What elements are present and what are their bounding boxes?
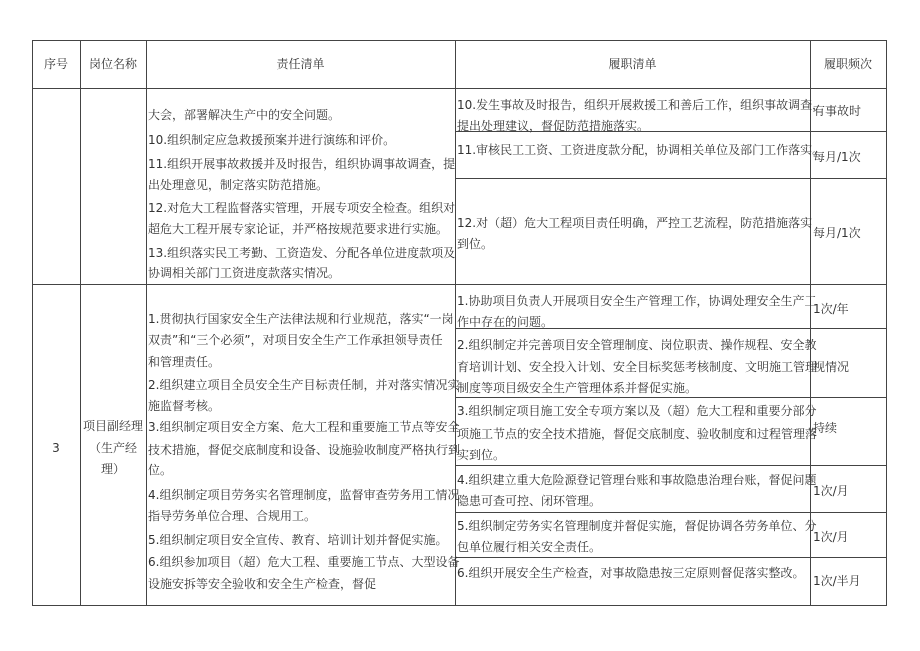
header-frequency: 履职频次 (823, 57, 872, 71)
frequency-text: 每月/1次 (813, 226, 861, 240)
performance-text: 项施工节点的安全技术措施，督促交底制度、验收制度和过程管理落 (457, 427, 818, 441)
performance-text: 提出处理建议，督促防范措施落实。 (457, 119, 650, 133)
responsibility-text: 1.贯彻执行国家安全生产法律法规和行业规范，落实“一岗 (148, 312, 454, 326)
header-responsibility: 责任清单 (276, 57, 325, 71)
grid-line (32, 88, 887, 89)
responsibility-text: 位。 (148, 463, 173, 477)
grid-line (455, 397, 887, 398)
performance-text: 育培训计划、安全投入计划、安全目标奖惩考核制度、文明施工管理 (457, 360, 818, 374)
grid-line (455, 557, 887, 558)
performance-text: 4.组织建立重大危险源登记管理台账和事故隐患治理台账，督促问题 (457, 473, 817, 487)
header-performance: 履职清单 (608, 57, 657, 71)
responsibility-text: 11.组织开展事故救援并及时报告，组织协调事故调查，提 (148, 157, 456, 171)
performance-text: 1.协助项目负责人开展项目安全生产管理工作，协调处理安全生产工 (457, 294, 817, 308)
grid-line (32, 605, 887, 606)
performance-text: 10.发生事故及时报告，组织开展救援工和善后工作，组织事故调查， (457, 98, 825, 112)
performance-text: 包单位履行相关安全责任。 (457, 540, 602, 554)
performance-text: 作中存在的问题。 (457, 315, 554, 329)
responsibility-text: 技术措施，督促交底制度和设备、设施验收制度严格执行到 (148, 443, 461, 457)
performance-text: 3.组织制定项目施工安全专项方案以及（超）危大工程和重要分部分 (457, 404, 817, 418)
grid-line (32, 284, 887, 285)
frequency-text: 每月/1次 (813, 150, 861, 164)
row-seq: 3 (52, 441, 60, 455)
frequency-text: 1次/半月 (813, 574, 861, 588)
responsibility-text: 超危大工程开展专家论证，并严格按规范要求进行实施。 (148, 222, 449, 236)
performance-text: 隐患可查可控、闭环管理。 (457, 494, 602, 508)
responsibility-text: 6.组织参加项目（超）危大工程、重要施工节点、大型设备 (148, 555, 460, 569)
responsibility-text: 5.组织制定项目安全宣传、教育、培训计划并督促实施。 (148, 533, 448, 547)
post-name: 项目副经理 (82, 419, 143, 433)
responsibility-text: 施监督考核。 (148, 399, 221, 413)
grid-line (146, 40, 147, 605)
responsibility-text: 指导劳务单位合理、合规用工。 (148, 509, 317, 523)
frequency-text: 1次/月 (813, 484, 849, 498)
responsibility-text: 协调相关部门工资进度款落实情况。 (148, 266, 341, 280)
performance-text: 实到位。 (457, 448, 506, 462)
grid-line (455, 512, 887, 513)
post-name: 理） (100, 462, 125, 476)
performance-text: 2.组织制定并完善项目安全管理制度、岗位职责、操作规程、安全教 (457, 338, 817, 352)
responsibility-text: 12.对危大工程监督落实管理，开展专项安全检查。组织对 (148, 201, 456, 215)
frequency-text: 有事故时 (813, 104, 862, 118)
responsibility-text: 3.组织制定项目安全方案、危大工程和重要施工节点等安全 (148, 420, 460, 434)
post-name: （生产经 (88, 441, 137, 455)
performance-text: 11.审核民工工资、工资进度款分配，协调相关单位及部门工作落实。 (457, 143, 825, 157)
performance-text: 6.组织开展安全生产检查，对事故隐患按三定原则督促落实整改。 (457, 566, 805, 580)
grid-line (455, 465, 887, 466)
frequency-text: 持续 (813, 421, 838, 435)
responsibility-text: 和管理责任。 (148, 355, 221, 369)
responsibility-text: 大会，部署解决生产中的安全问题。 (148, 108, 341, 122)
responsibility-text: 4.组织制定项目劳务实名管理制度，监督审查劳务用工情况 (148, 488, 460, 502)
header-seq: 序号 (43, 57, 68, 71)
performance-text: 5.组织制定劳务实名管理制度并督促实施，督促协调各劳务单位、分 (457, 519, 817, 533)
performance-text: 到位。 (457, 237, 494, 251)
grid-line (455, 178, 887, 179)
responsibility-text: 双责”和“三个必须”，对项目安全生产工作承担领导责任 (148, 333, 443, 347)
grid-line (886, 40, 887, 605)
performance-text: 制度等项目级安全生产管理体系并督促实施。 (457, 381, 698, 395)
grid-line (32, 40, 33, 605)
frequency-text: 1次/年 (813, 302, 849, 316)
responsibility-text: 2.组织建立项目全员安全生产目标责任制，并对落实情况实 (148, 378, 460, 392)
responsibility-text: 出处理意见，制定落实防范措施。 (148, 178, 329, 192)
grid-line (80, 40, 81, 605)
grid-line (32, 40, 887, 41)
grid-line (455, 40, 456, 605)
performance-text: 12.对（超）危大工程项目责任明确，严控工艺流程，防范措施落实 (457, 216, 813, 230)
responsibility-text: 设施安拆等安全验收和安全生产检查，督促 (148, 577, 377, 591)
responsibility-text: 10.组织制定应急救援预案并进行演练和评价。 (148, 133, 396, 147)
frequency-text: 1次/月 (813, 530, 849, 544)
frequency-text: 视情况 (813, 360, 850, 374)
responsibility-text: 13.组织落实民工考勤、工资造发、分配各单位进度款项及 (148, 246, 456, 260)
header-post: 岗位名称 (88, 57, 137, 71)
